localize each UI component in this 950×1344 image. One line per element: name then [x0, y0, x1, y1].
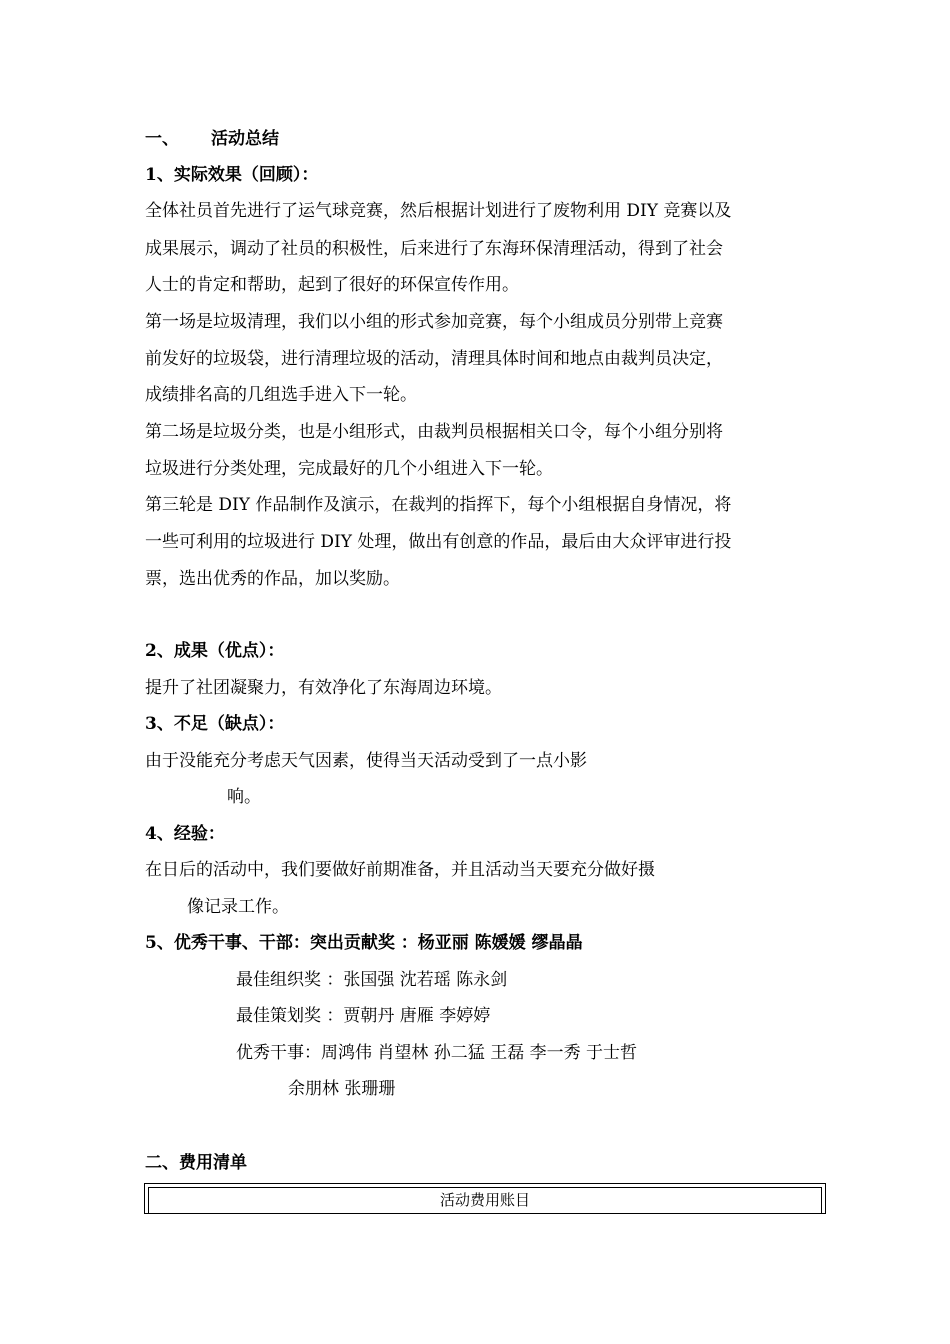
shortfall-heading: 3、不足（缺点）：	[145, 714, 285, 734]
shortfall-line-2: 响。	[227, 787, 261, 807]
award-organization: 最佳组织奖 ：张国强 沈若瑶 陈永剑	[236, 970, 508, 990]
effect-line-5: 前发好的垃圾袋，进行清理垃圾的活动，清理具体时间和地点由裁判员决定，	[145, 349, 723, 369]
experience-line-1: 在日后的活动中，我们要做好前期准备，并且活动当天要充分做好摄	[145, 860, 655, 880]
effect-line-4: 第一场是垃圾清理，我们以小组的形式参加竞赛，每个小组成员分别带上竞赛	[145, 312, 723, 332]
section-1-heading	[145, 127, 279, 151]
award-staff-continued: 余朋林 张珊珊	[288, 1079, 396, 1099]
award-staff: 优秀干事：周鸿伟 肖望林 孙二猛 王磊 李一秀 于士哲	[236, 1043, 638, 1063]
effect-line-9: 第三轮是 DIY 作品制作及演示，在裁判的指挥下，每个小组根据自身情况，将	[145, 495, 732, 515]
experience-heading: 4、经验：	[145, 824, 225, 844]
experience-line-2: 像记录工作。	[187, 897, 289, 917]
section-1-number: 一、	[145, 129, 179, 149]
result-text: 提升了社团凝聚力，有效净化了东海周边环境。	[145, 678, 502, 698]
effect-line-10: 一些可利用的垃圾进行 DIY 处理，做出有创意的作品，最后由大众评审进行投	[145, 532, 732, 552]
result-heading: 2、成果（优点）：	[145, 641, 285, 661]
expense-table-title: 活动费用账目	[148, 1187, 822, 1213]
section-1-title: 活动总结	[211, 129, 279, 149]
effect-line-8: 垃圾进行分类处理，完成最好的几个小组进入下一轮。	[145, 459, 553, 479]
shortfall-line-1: 由于没能充分考虑天气因素，使得当天活动受到了一点小影	[145, 751, 587, 771]
award-planning: 最佳策划奖 ：贾朝丹 唐雁 李婷婷	[236, 1006, 491, 1026]
awards-heading: 5、优秀干事、干部：突出贡献奖 ：杨亚丽 陈媛媛 缪晶晶	[145, 933, 583, 953]
section-2-heading: 二、费用清单	[145, 1153, 247, 1173]
effect-line-2: 成果展示，调动了社员的积极性，后来进行了东海环保清理活动，得到了社会	[145, 239, 723, 259]
effect-line-3: 人士的肯定和帮助，起到了很好的环保宣传作用。	[145, 275, 519, 295]
effect-line-1: 全体社员首先进行了运气球竞赛，然后根据计划进行了废物利用 DIY 竞赛以及	[145, 201, 732, 221]
effect-line-11: 票，选出优秀的作品，加以奖励。	[145, 569, 400, 589]
effect-line-6: 成绩排名高的几组选手进入下一轮。	[145, 385, 417, 405]
effect-line-7: 第二场是垃圾分类，也是小组形式，由裁判员根据相关口令，每个小组分别将	[145, 422, 723, 442]
expense-table	[144, 1183, 826, 1214]
effect-heading: 1、实际效果（回顾）：	[145, 165, 319, 185]
